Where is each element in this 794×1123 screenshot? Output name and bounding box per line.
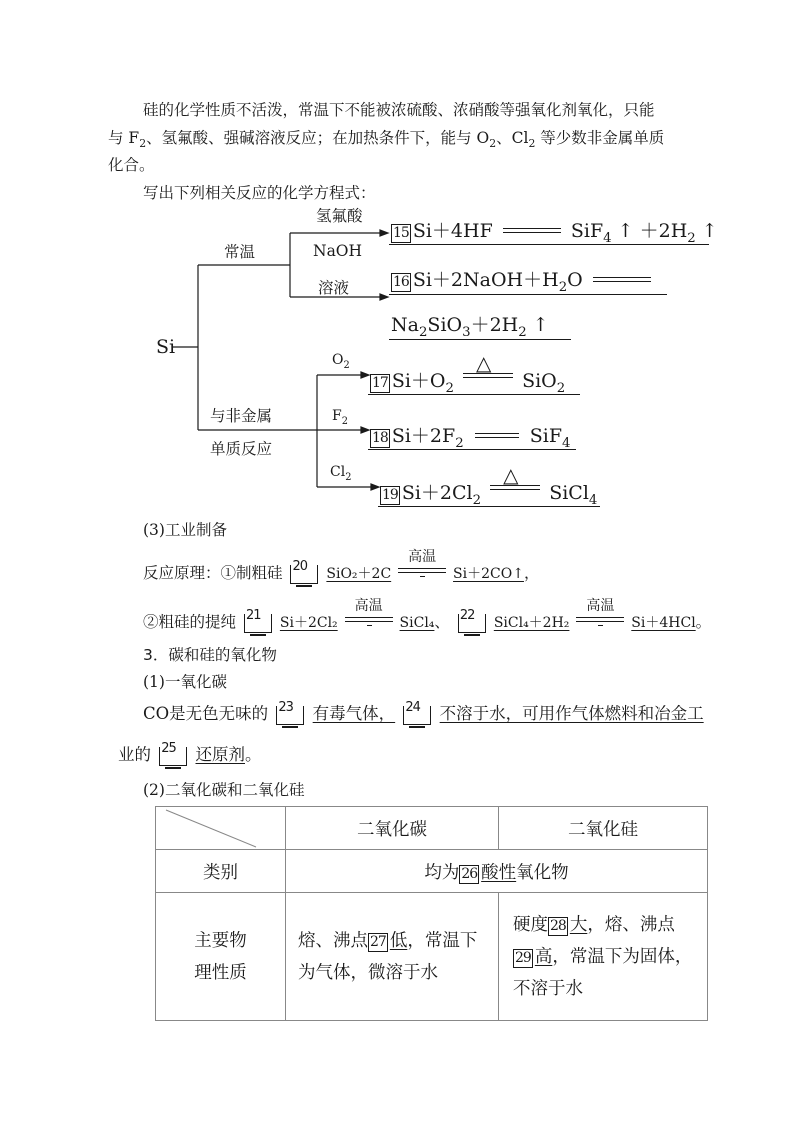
blank-24: 24 xyxy=(403,704,431,726)
blank-22: 22 xyxy=(458,612,486,634)
label-o2: $O_2$ xyxy=(332,352,350,371)
blank-20: 20 xyxy=(290,563,318,585)
co-description-2: 业的 25 还原剂。 xyxy=(118,741,262,767)
answer-line-18 xyxy=(368,449,576,450)
label-f2: $F_2$ xyxy=(332,408,348,427)
blank-21: 21 xyxy=(244,612,272,634)
label-hf: 氢氟酸 xyxy=(316,207,363,225)
answer-line-17 xyxy=(368,394,580,395)
intro-line-1: 硅的化学性质不活泼，常温下不能被浓硫酸、浓硝酸等强氧化剂氧化，只能 xyxy=(143,101,655,119)
blank-number-15: 15 xyxy=(393,225,409,241)
branch-nonmetal-2: 单质反应 xyxy=(210,440,273,458)
blank-25: 25 xyxy=(159,745,187,767)
equation-16: 16 $Si+2NaOH+H_2O$ xyxy=(391,265,655,295)
answer-line-19 xyxy=(378,506,600,507)
equation-15: 15 Si＋4HF SiF$_4$ ↑ $+2H_2$ ↑ xyxy=(393,220,718,246)
blank-23: 23 xyxy=(276,704,304,726)
refine-line: ②粗硅的提纯 21 Si＋2Cl₂ 高温 SiCl₄、 22 SiCl₄＋2H₂ 高温 Si＋4HCl。 xyxy=(143,601,711,634)
blank-number-19: 19 xyxy=(382,487,398,503)
co-description-1: CO是无色无味的 23 有毒气体， 24 不溶于水，可用作气体燃料和冶金工 xyxy=(143,700,704,726)
heat-symbol: △ xyxy=(503,463,519,487)
equation-18: 18 $Si+2F_2$ SiF$_4$ xyxy=(372,425,571,451)
subheading-co: (1)一氧化碳 xyxy=(143,673,227,691)
branch-nonmetal-1: 与非金属 xyxy=(210,407,273,425)
row-label-category: 类别 xyxy=(156,850,286,893)
answer-line-16b xyxy=(389,339,571,340)
table-row xyxy=(156,893,708,1021)
label-cl2: $Cl_2$ xyxy=(330,464,352,483)
table-header-row xyxy=(156,807,708,850)
condition-high-temp: 高温 xyxy=(345,601,393,631)
header-sio2: 二氧化硅 xyxy=(499,807,708,850)
sio2-properties: 硬度 28 大，熔、沸点 29 高，常温下为固体， 不溶于水 xyxy=(499,893,708,1021)
corner-cell xyxy=(156,807,286,850)
equation-17: 17 $Si+O_2$ △ SiO$_2$ xyxy=(372,351,566,396)
co2-properties: 熔、沸点 27 低，常温下 为气体，微溶于水 xyxy=(286,893,499,1021)
equation-19: 19 $Si+2Cl_2$ △ SiCl$_4$ xyxy=(382,463,598,508)
intro-line-4: 写出下列相关反应的化学方程式： xyxy=(143,184,376,202)
branch-normal-temp: 常温 xyxy=(224,243,256,261)
section-3-heading: 3．碳和硅的氧化物 xyxy=(143,646,277,664)
label-solution: 溶液 xyxy=(318,279,350,297)
equation-16-cont: $Na_2SiO_3+2H_2$ ↑ xyxy=(391,314,549,340)
oxide-comparison-table xyxy=(155,806,708,1021)
category-value: 均为 26 酸性氧化物 xyxy=(286,850,708,893)
reaction-principle-line: 反应原理：①制粗硅 20 SiO₂＋2C 高温 Si＋2CO↑， xyxy=(143,552,539,585)
blank-number-17: 17 xyxy=(372,375,388,391)
answer-line-16a xyxy=(389,294,667,295)
industry-heading: (3)工业制备 xyxy=(143,521,227,539)
answer-line-15 xyxy=(389,244,709,245)
intro-line-2: 与 $F_2$、氢氟酸、强碱溶液反应；在加热条件下，能与 $O_2$、$Cl_2$ 等少数非金属单质 xyxy=(108,129,665,151)
tree-root-si: Si xyxy=(156,336,176,358)
intro-line-3: 化合。 xyxy=(108,156,155,174)
heat-symbol: △ xyxy=(476,351,492,375)
blank-number-16: 16 xyxy=(393,274,409,290)
blank-number-18: 18 xyxy=(372,430,388,446)
condition-high-temp: 高温 xyxy=(576,601,624,631)
header-co2: 二氧化碳 xyxy=(286,807,499,850)
subheading-co2-sio2: (2)二氧化碳和二氧化硅 xyxy=(143,781,305,799)
table-row xyxy=(156,850,708,893)
label-naoh: NaOH xyxy=(313,242,363,260)
row-label-physical: 主要物 理性质 xyxy=(156,893,286,1021)
condition-high-temp: 高温 xyxy=(398,552,446,582)
